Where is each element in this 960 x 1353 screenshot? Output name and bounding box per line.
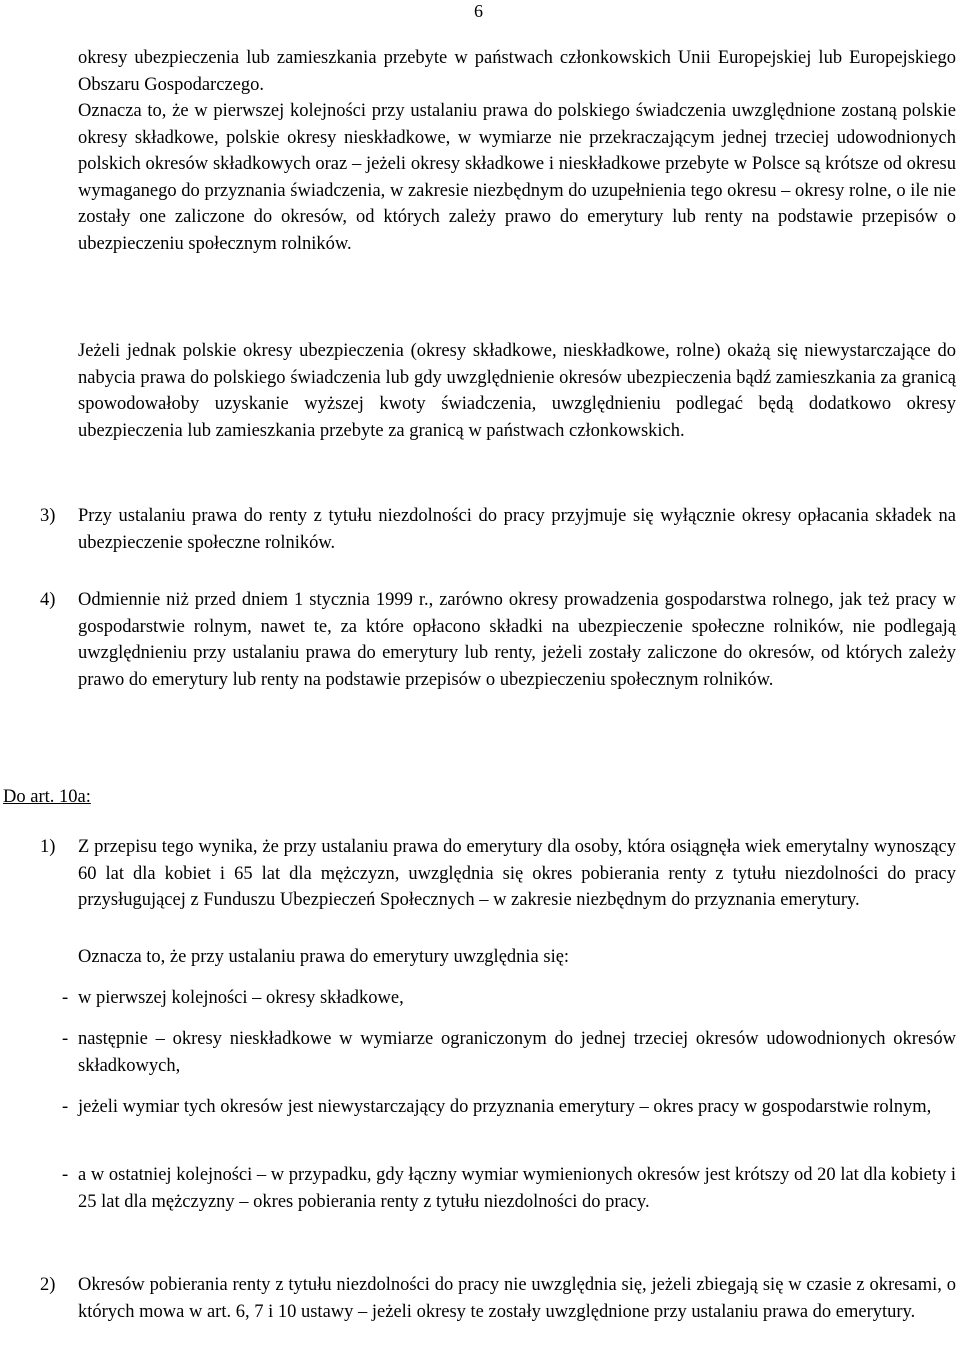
list-item-text: Przy ustalaniu prawa do renty z tytułu niezdolności do pracy przyjmuje się wyłącznie okresy opłacania składek na ubezpieczenie społeczne rolników. — [78, 506, 956, 553]
dash-item: - w pierwszej kolejności – okresy składkowe, — [62, 985, 956, 1012]
paragraph-foreign-periods: Jeżeli jednak polskie okresy ubezpieczenia (okresy składkowe, nieskładkowe, rolne) okażą się niewystarczające do nabycia prawa do polskiego świadczenia lub gdy uwzględnienie okresów ubezpieczenia bądź zamieszkania za granicą spowodowałoby uzyskanie wyższej kwoty świadczenia, uwzględnieniu podlegać będą dodatkowo okresy ubezpieczenia lub zamieszkania przebyte za granicą w państwach członkowskich. — [78, 341, 956, 441]
dash-item: - a w ostatniej kolejności – w przypadku, gdy łączny wymiar wymienionych okresów jest krótszy od 20 lat dla kobiety i 25 lat dla mężczyzny – okres pobierania renty z tytułu niezdolności do pracy. — [62, 1162, 956, 1215]
list-item-text: Okresów pobierania renty z tytułu niezdolności do pracy nie uwzględnia się, jeżeli zbiegają się w czasie z okresami, o których mowa w art. 6, 7 i 10 ustawy – jeżeli okresy te zostały uwzględnione przy ustalaniu prawa do emerytury. — [78, 1275, 956, 1322]
dash-item-text: w pierwszej kolejności – okresy składkowe, — [78, 988, 404, 1008]
list-item-text: Odmiennie niż przed dniem 1 stycznia 1999 r., zarówno okresy prowadzenia gospodarstwa rolnego, jak też pracy w gospodarstwie rolnym, nawet te, za które opłacono składki na ubezpieczenie społeczne rolników, nie podlegają uwzględnieniu przy ustalaniu prawa do emerytury lub renty, jeżeli zostały zaliczone do okresów, od których zależy prawo do emerytury lub renty na podstawie przepisów o ubezpieczeniu społecznym rolników. — [78, 590, 956, 690]
dash-item-text: jeżeli wymiar tych okresów jest niewystarczający do przyznania emerytury – okres pracy w gospodarstwie rolnym, — [78, 1097, 932, 1117]
section-heading: Do art. 10a: — [3, 787, 91, 807]
paragraph-continuation: okresy ubezpieczenia lub zamieszkania przebyte w państwach członkowskich Unii Europejskiej lub Europejskiego Obszaru Gospodarczego. — [78, 48, 956, 95]
list-item-number: 1) — [40, 837, 56, 857]
dash-item-text: a w ostatniej kolejności – w przypadku, gdy łączny wymiar wymienionych okresów jest krótszy od 20 lat dla kobiety i 25 lat dla mężczyzny – okres pobierania renty z tytułu niezdolności do pracy. — [78, 1165, 956, 1212]
list-item-3 — [40, 503, 956, 556]
art10a-item-2 — [40, 1272, 956, 1325]
paragraph-explanation: Oznacza to, że w pierwszej kolejności przy ustalaniu prawa do polskiego świadczenia uwzględnione zostaną polskie okresy składkowe, polskie okresy nieskładkowe, w wymiarze nie przekraczającym jednej trzeciej udowodnionych polskich okresów składkowych oraz – jeżeli okresy składkowe i nieskładkowe przebyte w Polsce są krótsze od okresu wymaganego do przyznania świadczenia, w zakresie niezbędnym do uzupełnienia tego okresu – okresy rolne, o ile nie zostały one zaliczone do okresów, od których zależy prawo do emerytury lub renty na podstawie przepisów o ubezpieczeniu społecznym rolników. — [78, 101, 956, 254]
list-item-number: 4) — [40, 590, 56, 610]
art10a-item-1-followup: Oznacza to, że przy ustalaniu prawa do emerytury uwzględnia się: — [78, 947, 570, 967]
dash-item: - następnie – okresy nieskładkowe w wymiarze ograniczonym do jednej trzeciej okresów udowodnionych okresów składkowych, — [62, 1026, 956, 1079]
dash-item-text: następnie – okresy nieskładkowe w wymiarze ograniczonym do jednej trzeciej okresów udowodnionych okresów składkowych, — [78, 1029, 956, 1076]
page-number: 6 — [474, 1, 483, 21]
list-item-text: Z przepisu tego wynika, że przy ustalaniu prawa do emerytury dla osoby, która osiągnęła wiek emerytalny wynoszący 60 lat dla kobiet i 65 lat dla mężczyzn, uwzględnia się okres pobierania renty z tytułu niezdolności do pracy przysługującej z Funduszu Ubezpieczeń Społecznych – w zakresie niezbędnym do przyznania emerytury. — [78, 837, 956, 910]
dash-item: - jeżeli wymiar tych okresów jest niewystarczający do przyznania emerytury – okres pracy w gospodarstwie rolnym, — [62, 1094, 956, 1121]
list-item-number: 2) — [40, 1275, 56, 1295]
art10a-item-1 — [40, 834, 956, 914]
list-item-4 — [40, 587, 956, 693]
list-item-number: 3) — [40, 506, 56, 526]
